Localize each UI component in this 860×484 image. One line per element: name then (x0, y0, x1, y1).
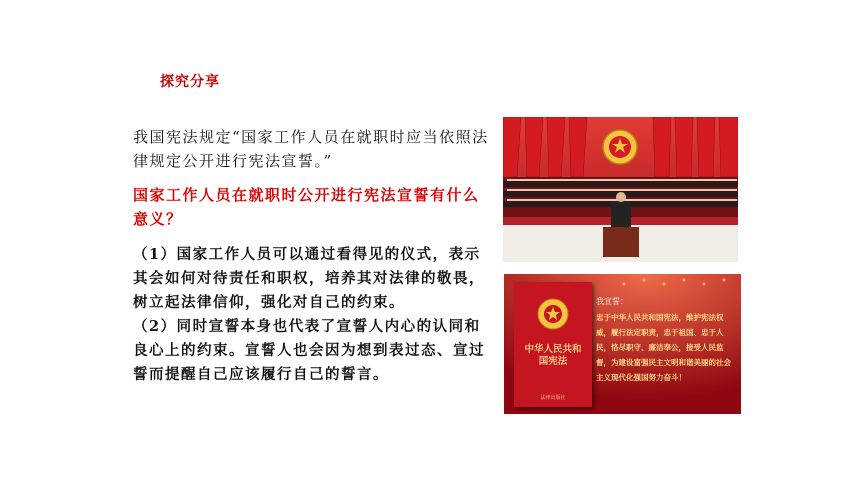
emblem-icon (514, 282, 592, 342)
book-publisher: 法律出版社 (540, 395, 566, 401)
oath-title: 我宣誓： (596, 297, 628, 306)
intro-paragraph: 我国宪法规定“国家工作人员在就职时应当依照法律规定公开进行宪法宣誓。” (133, 128, 489, 170)
answer-item-2: （2）同时宣誓本身也代表了宣誓人内心的认同和良心上的约束。宣誓人也会因为想到表过态、宣过誓而提醒自己应该履行自己的誓言。 (133, 318, 485, 383)
national-emblem-icon (603, 130, 637, 164)
oath-ceremony-illustration (503, 117, 738, 262)
oath-text: 忠于中华人民共和国宪法，维护宪法权威，履行法定职责，忠于祖国、忠于人民，恪尽职守、廉洁奉公，接受人民监督，为建设富强民主文明和谐美丽的社会主义现代化强国努力奋斗！ (596, 313, 731, 382)
constitution-photo (504, 274, 741, 414)
question-text: 国家工作人员在就职时公开进行宪法宣誓有什么意义？ (133, 186, 480, 228)
book-title: 中华人民共和国宪法 (524, 344, 582, 367)
section-heading: 探究分享 (160, 74, 220, 90)
oath-ceremony-photo (503, 117, 738, 262)
constitution-book (514, 282, 592, 407)
answer-block (133, 243, 488, 387)
answer-item-1: （1）国家工作人员可以通过看得见的仪式，表示其会如何对待责任和职权，培养其对法律的敬畏，树立起法律信仰，强化对自己的约束。 (133, 246, 485, 311)
